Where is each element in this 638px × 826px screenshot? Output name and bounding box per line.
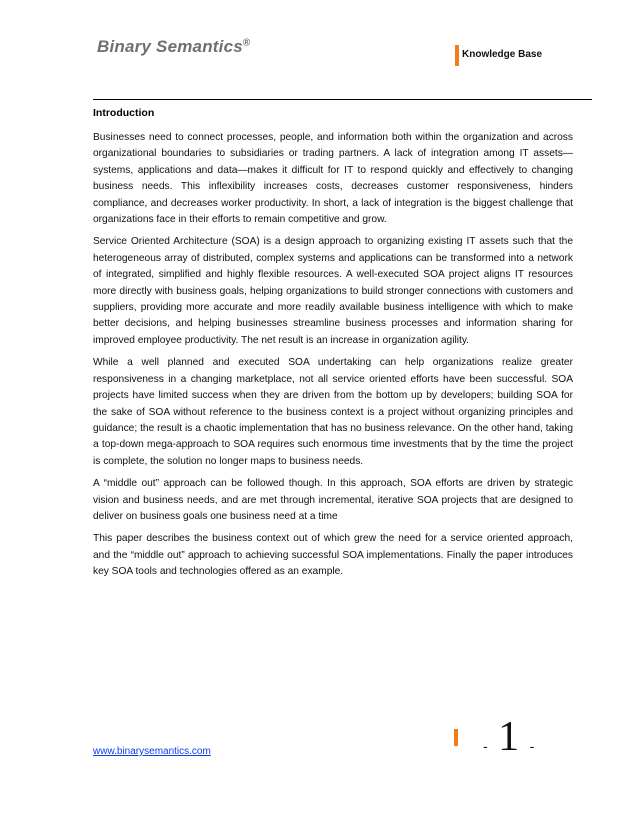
- page-dash-left: -: [483, 738, 488, 755]
- paragraph: While a well planned and executed SOA undertaking can help organizations realize greater responsiveness in a changing marketplace, not all service oriented efforts have been successful. SOA projects have limited success when they are driven from the bottom up by developers; building SOA for the sake of SOA without reference to the business context is a project without organizing principles and guidance; the result is a chaotic implementation that has no business relevance. On the other hand, taking a top-down mega-approach to SOA requires such enormous time investments that by the time the project is complete, the solution no longer maps to business needs.: [93, 357, 573, 467]
- company-logo: [97, 37, 250, 57]
- paragraph: Service Oriented Architecture (SOA) is a design approach to organizing existing IT assets such that the heterogeneous array of distributed, complex systems and applications can be transformed into a network of integrated, simplified and highly flexible resources. A well-executed SOA project aligns IT resources more directly with business goals, helping organizations to build stronger connections with customers and suppliers, providing more accurate and more readily available business intelligence with which to make better decisions, and helping businesses streamline business processes and information sharing for improved employee productivity. The net result is an increase in organization agility.: [93, 236, 573, 346]
- paragraph: This paper describes the business context out of which grew the need for a service oriented approach, and the “middle out” approach to achieving successful SOA implementations. Finally the paper introduces key SOA tools and technologies offered as an example.: [93, 533, 573, 578]
- header-accent-bar: [455, 45, 459, 66]
- body-content: [93, 130, 573, 587]
- header-divider: [93, 99, 592, 100]
- section-label: Knowledge Base: [462, 49, 543, 60]
- paragraph: Businesses need to connect processes, people, and information both within the organization and across organizational boundaries to subsidiaries or trading partners. A lack of integration among IT assets—systems, applications and data—makes it difficult for IT to respond quickly and effectively to changing business needs. This inflexibility increases costs, decreases customer responsiveness, hinders compliance, and decreases worker productivity. In short, a lack of integration is the biggest challenge that organizations face in their efforts to remain competitive and grow.: [93, 132, 573, 226]
- registered-mark: ®: [242, 37, 251, 49]
- page-number-value: 1: [498, 714, 520, 760]
- page-dash-right: -: [529, 738, 535, 755]
- paragraph: A “middle out” approach can be followed though. In this approach, SOA efforts are driven by strategic vision and business needs, and are met through incremental, iterative SOA projects that are designed to deliver on business goals one business need at a time: [93, 478, 573, 522]
- website-link[interactable]: www.binarysemantics.com: [93, 746, 211, 757]
- footer-accent-bar: [454, 729, 458, 746]
- page-number: [483, 716, 534, 761]
- page-title: Introduction: [93, 107, 155, 119]
- logo-text: Binary Semantics: [97, 37, 243, 56]
